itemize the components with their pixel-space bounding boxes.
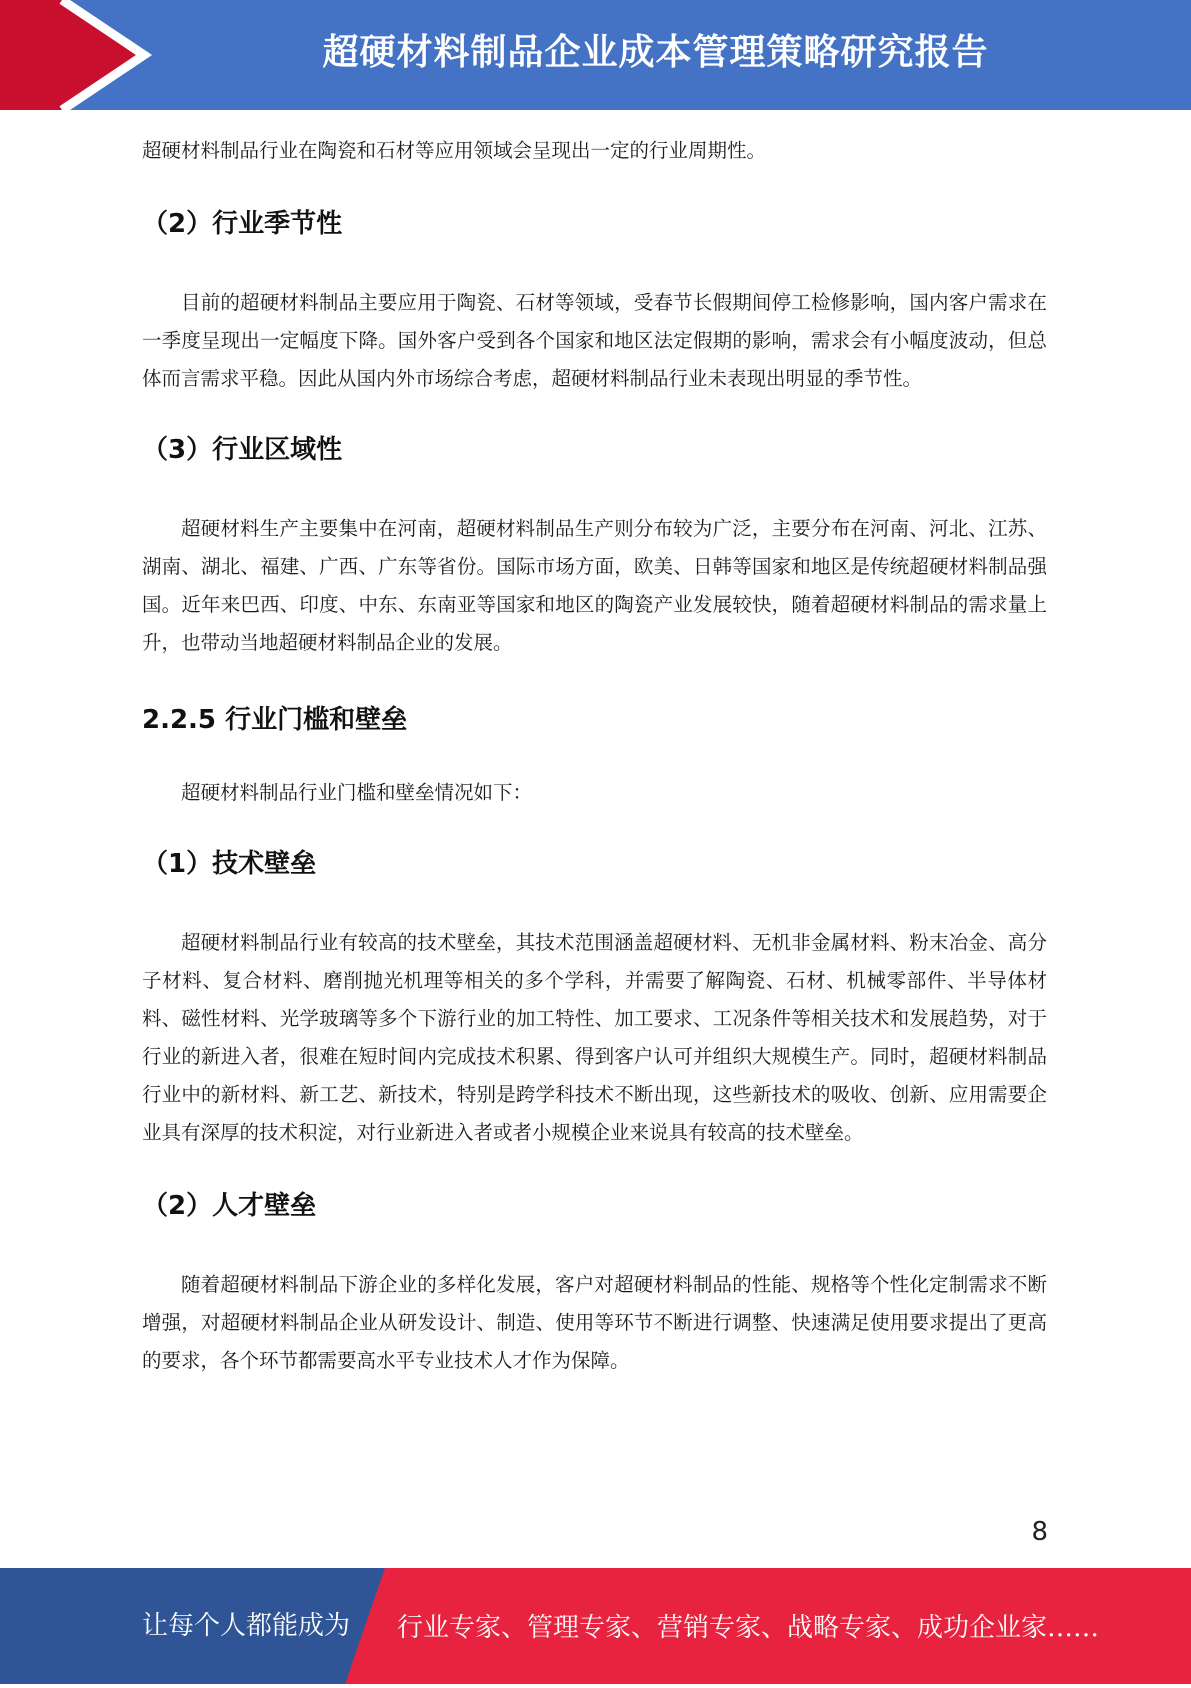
heading-talent-barrier: （2）人才壁垒 [142,1191,317,1221]
paragraph-talent-barrier: 随着超硬材料制品下游企业的多样化发展，客户对超硬材料制品的性能、规格等个性化定制需求不断增强，对超硬材料制品企业从研发设计、制造、使用等环节不断进行调整、快速满足使用要求提出了更高的要求，各个环节都需要高水平专业技术人才作为保障。 [142,1273,1047,1372]
footer-slogan-right: 行业专家、管理专家、营销专家、战略专家、成功企业家…… [397,1613,1100,1643]
footer-banner [0,1568,1191,1684]
paragraph-seasonality: 目前的超硬材料制品主要应用于陶瓷、石材等领域，受春节长假期间停工检修影响，国内客户需求在一季度呈现出一定幅度下降。国外客户受到各个国家和地区法定假期的影响，需求会有小幅度波动，但总体而言需求平稳。因此从国内外市场综合考虑，超硬材料制品行业未表现出明显的季节性。 [142,291,1047,390]
page-number: 8 [1031,1517,1048,1547]
footer-slogan-left: 让每个人都能成为 [142,1611,351,1641]
report-title: 超硬材料制品企业成本管理策略研究报告 [322,32,989,73]
heading-technical-barrier: （1）技术壁垒 [142,849,317,879]
heading-regionality: （3）行业区域性 [142,435,343,465]
paragraph-section-intro: 超硬材料制品行业门槛和壁垒情况如下： [181,781,533,804]
heading-seasonality: （2）行业季节性 [142,209,343,239]
header-chevron-icon [0,0,160,110]
paragraph-intro: 超硬材料制品行业在陶瓷和石材等应用领域会呈现出一定的行业周期性。 [142,139,767,162]
paragraph-regionality: 超硬材料生产主要集中在河南，超硬材料制品生产则分布较为广泛，主要分布在河南、河北、江苏、湖南、湖北、福建、广西、广东等省份。国际市场方面，欧美、日韩等国家和地区是传统超硬材料制品强国。近年来巴西、印度、中东、东南亚等国家和地区的陶瓷产业发展较快，随着超硬材料制品的需求量上升，也带动当地超硬材料制品企业的发展。 [142,517,1047,654]
document-body [142,132,1047,1380]
header-bar [0,0,1191,110]
paragraph-technical-barrier: 超硬材料制品行业有较高的技术壁垒，其技术范围涵盖超硬材料、无机非金属材料、粉末冶金、高分子材料、复合材料、磨削抛光机理等相关的多个学科，并需要了解陶瓷、石材、机械零部件、半导体材料、磁性材料、光学玻璃等多个下游行业的加工特性、加工要求、工况条件等相关技术和发展趋势，对于行业的新进入者，很难在短时间内完成技术积累、得到客户认可并组织大规模生产。同时，超硬材料制品行业中的新材料、新工艺、新技术，特别是跨学科技术不断出现，这些新技术的吸收、创新、应用需要企业具有深厚的技术积淀，对行业新进入者或者小规模企业来说具有较高的技术壁垒。 [142,931,1047,1144]
heading-section-2-2-5: 2.2.5 行业门槛和壁垒 [142,705,408,735]
